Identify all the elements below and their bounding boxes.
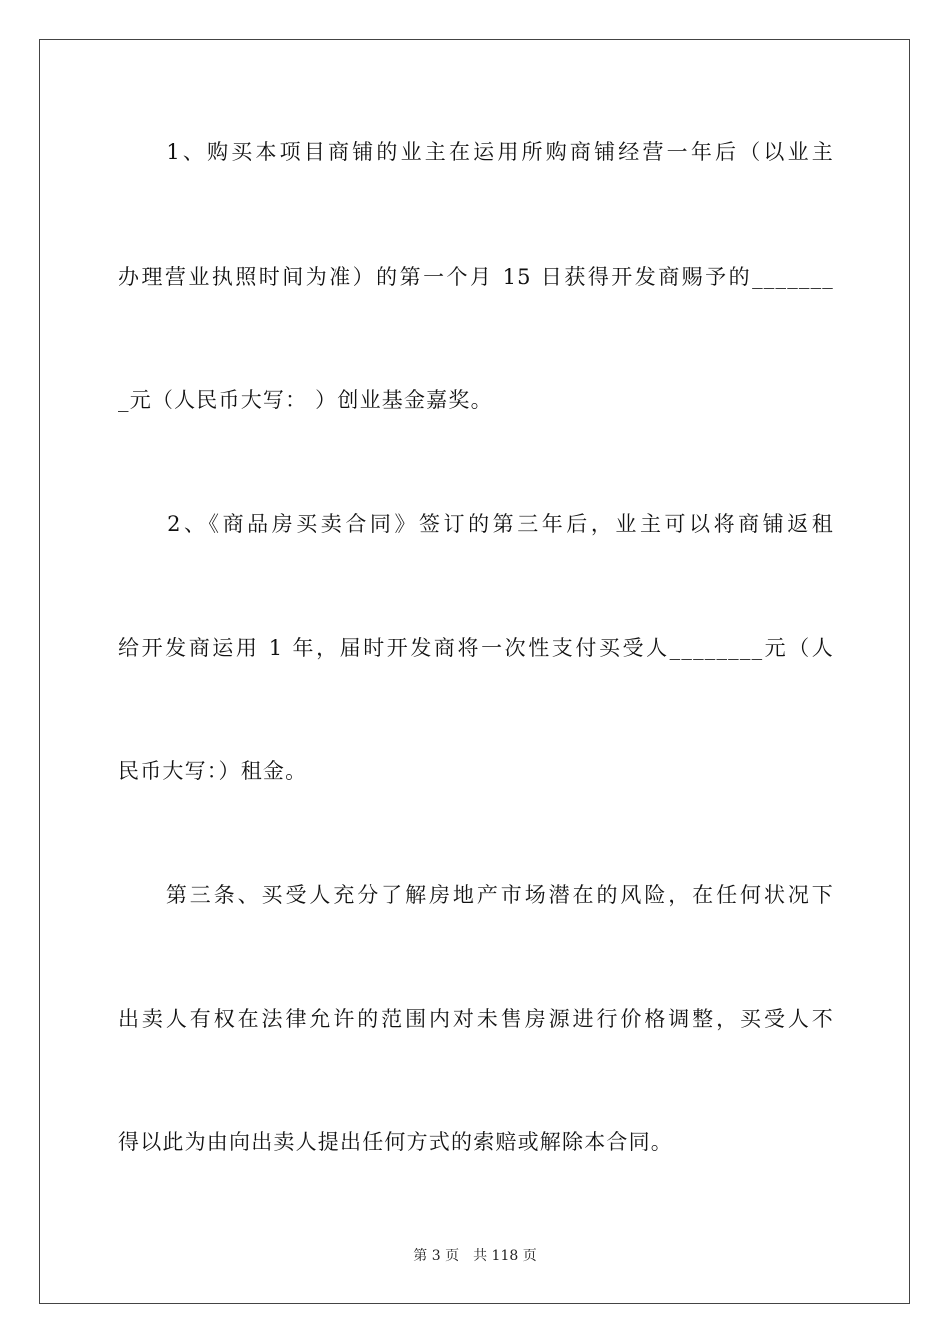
paragraph-3-line-3: 得以此为由向出卖人提出任何方式的索赔或解除本合同。 <box>118 1130 673 1154</box>
page-number: 第 3 页 <box>413 1248 460 1264</box>
page-footer <box>0 1246 950 1266</box>
page-total: 共 118 页 <box>473 1248 537 1264</box>
paragraph-2-line-1: 2、《商品房买卖合同》签订的第三年后，业主可以将商铺返租 <box>118 512 834 536</box>
paragraph-2-line-3: 民币大写：）租金。 <box>118 759 308 783</box>
page-border <box>39 39 910 1304</box>
paragraph-1-line-1: 1、购买本项目商铺的业主在运用所购商铺经营一年后（以业主 <box>118 140 834 164</box>
paragraph-3-line-2: 出卖人有权在法律允许的范围内对未售房源进行价格调整，买受人不 <box>118 1007 834 1031</box>
paragraph-2-line-2: 给开发商运用 1 年，届时开发商将一次性支付买受人________元（人 <box>118 636 834 660</box>
paragraph-3-line-1: 第三条、买受人充分了解房地产市场潜在的风险，在任何状况下 <box>118 883 834 907</box>
paragraph-1-line-2: 办理营业执照时间为准）的第一个月 15 日获得开发商赐予的_______ <box>118 265 834 289</box>
paragraph-1-line-3: _元（人民币大写： ）创业基金嘉奖。 <box>118 388 493 412</box>
